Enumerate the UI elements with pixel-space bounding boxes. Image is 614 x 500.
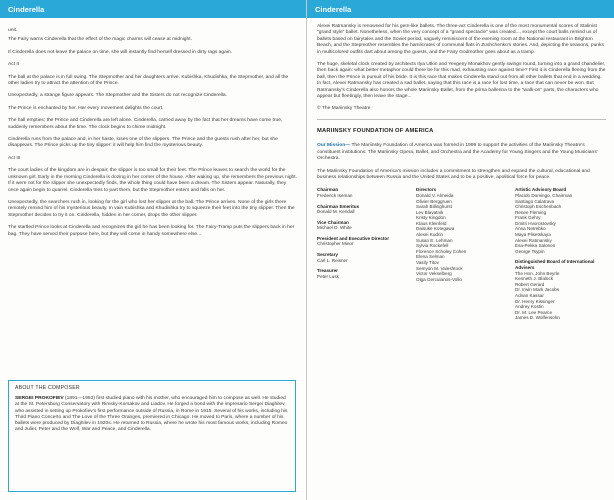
board-group bbox=[515, 259, 606, 321]
board-member-name: Michael D. White bbox=[317, 225, 352, 231]
synopsis-paragraph: unit. bbox=[8, 28, 18, 33]
board-member-name: Dmitri Hvorostovsky bbox=[515, 220, 556, 226]
essay-paragraph: Alexei Ratmansky is renowned for his gem-like ballets. The three-act Cinderella is one of the most monumental scores of Stalinist "grand style" ballet. Nonetheless, when the very concept of a "grand spectacle" was created..., except the court balls remind us of ballets based on fairytales and the Soviet period, vaguely reminiscent of the evening room at the National restaurant in Brighton Beach, and the Stepmother resembles the hamlicrates of communal flats in Zoshchenko's stories. And, depicting the seasons, punks in multicolored outfits dart about among the guests, and the Fairy Godmother goes about as a tramp. bbox=[317, 24, 604, 55]
mission-paragraph bbox=[317, 143, 606, 162]
board-member-name: Elena Selman bbox=[416, 254, 445, 260]
board-member-name: Frederick Iseman bbox=[317, 192, 353, 198]
board-member-name: Donald V. Almeida bbox=[416, 192, 454, 198]
board-member-name: Santiago Calatrava bbox=[515, 198, 555, 204]
board-member-name: Kristy Kingdon bbox=[416, 215, 446, 221]
board-member-name: Esa-Pekka Salonen bbox=[515, 243, 556, 249]
board-group-title: Treasurer bbox=[317, 268, 338, 274]
board-member-name: The Hon. John Beyrle bbox=[515, 270, 560, 276]
board-member-name: Olga Gerculanos-Vollo bbox=[416, 276, 462, 282]
board-listing bbox=[317, 187, 606, 326]
board-member-name: Alexei Kudrin bbox=[416, 232, 444, 238]
board-member-name: Frank Gehry bbox=[515, 215, 541, 221]
board-member-name: Kenneth J. Blalock bbox=[515, 276, 554, 282]
synopsis-paragraph: The ball at the palace is in full swing. The Stepmother and her daughters arrive. Kubishka, Khudishka, the Stepmother, and all the other ladies try to attract the attention of the Prince. bbox=[8, 74, 289, 87]
synopsis-paragraph: Unexpectedly, a strange figure appears. The Stepmother and the Sisters do not recognize Cinderella. bbox=[8, 93, 227, 99]
board-member-name: Carl L. Reisner bbox=[317, 257, 348, 263]
composer-name: SERGEI PROKOFIEV bbox=[15, 396, 64, 402]
board-member-name: Susan E. Lehman bbox=[416, 237, 453, 243]
board-group-title: Artistic Advisory Board bbox=[515, 187, 567, 193]
board-group-title: Distinguished Board of International Advisers bbox=[515, 259, 595, 271]
board-member-name: Maya Plisetskaya bbox=[515, 232, 551, 238]
right-page-header: Cinderella bbox=[307, 0, 614, 18]
board-member-name: Klaus Kleinfeld bbox=[416, 220, 447, 226]
board-group-title: Chairman Emeritus bbox=[317, 203, 360, 209]
synopsis-paragraph: The court ladies of the kingdom are in despair; the slipper is too small for their feet. The Prince leaves to search the world for the unknown girl. Early in the morning Cinderella is dozing in her corner of the house. After waking up, she remembers the previous night. If it were not for the slipper she unexpectedly finds, the whole thing could have been a dream. The Sisters appear. Naturally, they once again begin to quarrel. Cinderella tries to part them, but the Stepmother enters and falls on her. bbox=[8, 168, 297, 193]
synopsis-column bbox=[8, 28, 298, 244]
board-group bbox=[317, 204, 408, 215]
board-member-name: James D. Wolfensohn bbox=[515, 315, 560, 321]
act-heading: Act III bbox=[8, 155, 21, 161]
board-member-name: Christoph Eschenbach bbox=[515, 204, 562, 210]
board-member-name: Robert Gerard bbox=[515, 281, 545, 287]
board-member-name: Lev Blavatnik bbox=[416, 209, 444, 215]
essay-paragraph: The huge, skeletal clock created by architects Ilya Utkin and Yevgeny Monakhov gently swings round, turning into a grand chandelier, then back again: what better metaphor could there be for this mad, exhausting race against time? First it is Cinderella fleeing from the ball, then the Prince in pursuit of his bride. It is this race that makes Cinderella stand out from all other ballets that end in a wedding. In fact, Alexei Ratmansky has created a sad ballet, saying that this race is a race for lost time, a race that can never be won. But Ratmansky's Cinderella also honors the whole Mariinsky Ballet, from the prima ballerina to the "walk-on" parts, the characters who appear but fleetingly, then leave the stage... bbox=[317, 62, 606, 100]
synopsis-paragraph: The hall empties; the Prince and Cinderella are left alone. Cinderella, carried away by the fact that her dreams have come true, suddenly remembers about the time. The clock begins to chime midnight. bbox=[8, 118, 283, 130]
board-group-title: President and Executive Director bbox=[317, 235, 389, 241]
right-page bbox=[307, 0, 614, 500]
synopsis-paragraph: Cinderella runs from the palace and, in her haste, loses one of the slippers. The Prince and the guests rush after her, but she disappears. The Prince picks up the tiny slipper: it will help him find the mysterious beauty. bbox=[8, 137, 278, 149]
board-member-name: Dr. Irwin Mark Jacobs bbox=[515, 287, 560, 293]
credit-line: © The Mariinsky Theatre bbox=[317, 106, 371, 112]
left-page-header: Cinderella bbox=[0, 0, 306, 18]
mission-label: Our Mission— bbox=[317, 143, 351, 149]
board-member-name: Adnan Kassar bbox=[515, 293, 544, 298]
board-group-title: Chairman bbox=[317, 187, 339, 193]
board-group bbox=[317, 268, 408, 279]
board-group-title: Directors bbox=[416, 187, 437, 193]
composer-bio bbox=[15, 396, 289, 433]
directors-column bbox=[416, 187, 507, 326]
board-member-name: Florence Scholey Cohen bbox=[416, 248, 467, 254]
board-member-name: Placido Domingo, Chairman bbox=[515, 192, 573, 198]
essay-column bbox=[317, 24, 606, 326]
about-composer-box bbox=[8, 380, 296, 492]
synopsis-paragraph: If Cinderella does not leave the palace on time, she will instantly find herself dressed in dirty rags again. bbox=[8, 49, 233, 55]
composer-box-title: ABOUT THE COMPOSER bbox=[15, 385, 80, 391]
board-group-title: Secretary bbox=[317, 252, 338, 258]
synopsis-paragraph: Unexpectedly, the searchers rush in, looking for the girl who lost her slipper at the ball. The Prince arrives. None of the girls there remotely remind him of his mysterious beauty. In vain Kubishka and Khudishka try to squeeze their feet into the tiny slipper. Then the Stepmother decides to try it on. Cinderella, hidden in her corner, drops the other slipper. bbox=[8, 199, 295, 218]
board-group bbox=[317, 187, 408, 198]
board-member-name: Sarah Billinghurst bbox=[416, 204, 453, 210]
board-member-name: Sylvia Rockefell bbox=[416, 243, 449, 249]
synopsis-paragraph: The startled Prince looks at Cinderella and recognizes the girl he has been looking for. The Fairy-Tramp puts the slippers back in her bag. They have served their purpose here, but they will come in handy somewhere else... bbox=[8, 225, 295, 237]
board-member-name: Peter Lusk bbox=[317, 273, 339, 279]
mission-paragraph-2: The Mariinsky Foundation of America's mission includes a commitment to strengthen and expand the cultural, educational and business relationships between Russia and the United States and to be a positive, apolitical force for peace. bbox=[317, 168, 590, 180]
board-member-name: Christopher Minor bbox=[317, 241, 354, 247]
board-group bbox=[317, 252, 408, 263]
board-member-name: Semyon M. Vainshtock bbox=[416, 265, 463, 271]
officers-column bbox=[317, 187, 408, 326]
board-group bbox=[416, 187, 507, 282]
advisers-column bbox=[515, 187, 606, 326]
board-member-name: Daisuke Kotegawa bbox=[416, 226, 455, 232]
composer-bio-text: (1891—1953) first studied piano with his mother, who encouraged him to compose as well. He studied at the St. Petersburg Conservatory with Rimsky-Korsakov and Liadov. He forged a bond with the impresario Sergei Diaghilev, who assisted in setting up Prokofiev's first performance outside of Russia, in Rome in 1915. Several of his works, including his Third Piano Concerto and The Love of the Three Oranges, premiered in Chicago. He moved to Paris, where a number of his ballets were produced by Diaghilev in 1920s. He returned to Russia, where he wrote his most famous works, including Romeo and Juliet, Peter and the Wolf, War and Peace, and Cinderella. bbox=[15, 396, 288, 433]
board-member-name: Andrey Kostin bbox=[515, 304, 544, 310]
board-member-name: Dr. M. Lee Pearce bbox=[515, 309, 553, 315]
board-member-name: Anna Netrebko bbox=[515, 226, 546, 232]
board-member-name: Dr. Henry Kissinger bbox=[515, 298, 555, 304]
board-member-name: Vasily Titov bbox=[416, 260, 439, 266]
board-member-name: Donald M. Kendall bbox=[317, 209, 355, 215]
act-heading: Act II bbox=[8, 62, 20, 68]
board-group bbox=[317, 220, 408, 231]
foundation-title: MARIINSKY FOUNDATION OF AMERICA bbox=[317, 127, 434, 134]
synopsis-paragraph: The Fairy warns Cinderella that the effect of the magic charms will cease at midnight. bbox=[8, 37, 192, 43]
mission-text: The Mariinsky Foundation of America was formed in 1999 to support the activities of the Mariinsky Theatre's constituent institutions: The Mariinsky Opera, Ballet, and Orchestra and the Academy for Young Singers and the Young Musicians' Orchestra. bbox=[317, 143, 598, 162]
board-member-name: Alexei Ratmansky bbox=[515, 237, 552, 243]
board-member-name: Olivier Berggruen bbox=[416, 198, 452, 204]
board-member-name: Renee Fleming bbox=[515, 209, 547, 215]
board-group bbox=[515, 187, 606, 254]
board-group bbox=[317, 236, 408, 247]
section-divider bbox=[317, 119, 606, 120]
board-member-name: George Tsypin bbox=[515, 248, 545, 254]
board-member-name: Victor Vekselberg bbox=[416, 271, 452, 277]
board-group-title: Vice Chairman bbox=[317, 219, 349, 225]
synopsis-paragraph: The Prince is enchanted by her. Her every movement delights the court. bbox=[8, 105, 164, 111]
